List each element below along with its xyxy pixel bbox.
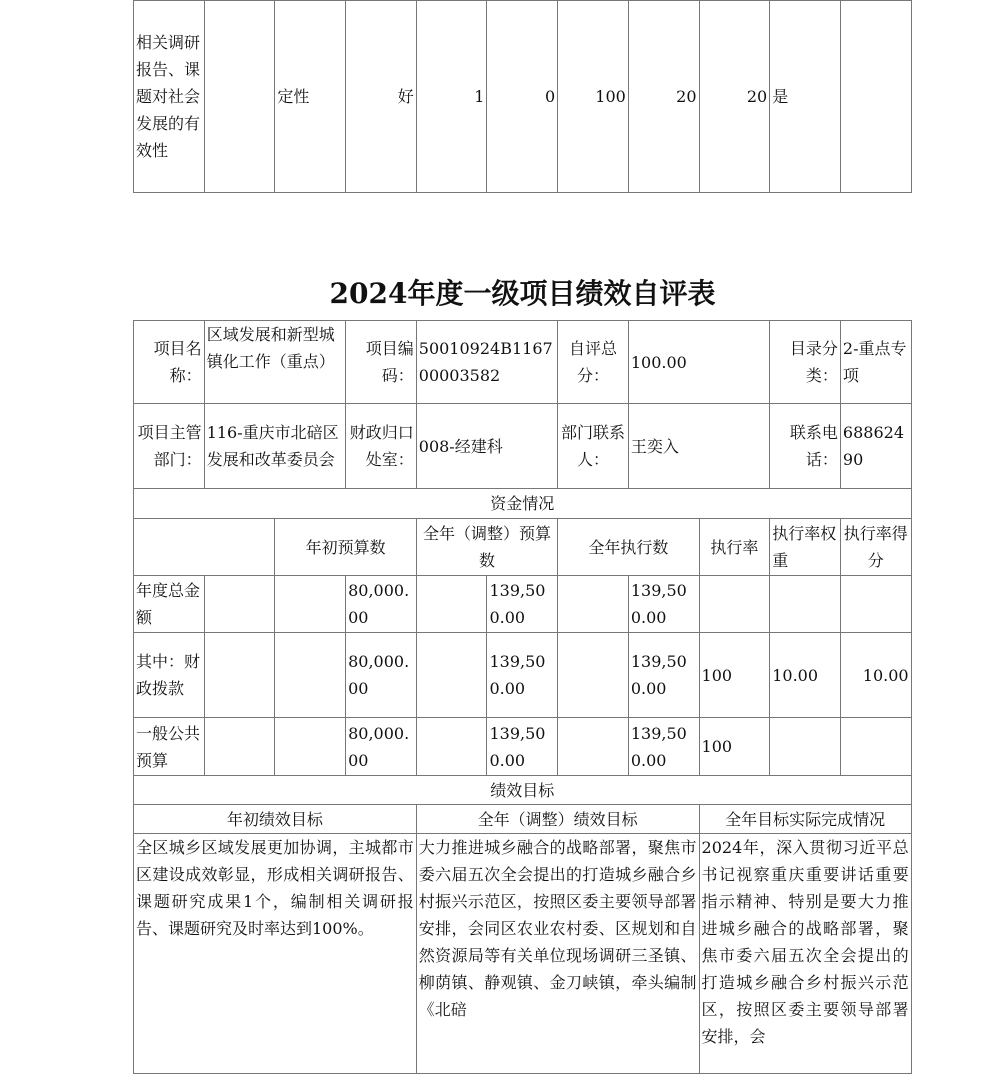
empty-cell xyxy=(204,1,275,193)
header-adjusted-goal: 全年（调整）绩效目标 xyxy=(416,805,699,834)
weight xyxy=(770,576,841,633)
fund-row-label: 其中：财政拨款 xyxy=(134,633,205,718)
empty-cell xyxy=(275,718,346,776)
empty-cell xyxy=(416,633,487,718)
phone-label: 联系电话： xyxy=(770,404,841,489)
name-label: 项目名称： xyxy=(134,321,205,404)
fund-row-label: 一般公共预算 xyxy=(134,718,205,776)
adjusted-budget: 139,500.00 xyxy=(487,718,558,776)
fund-row xyxy=(134,576,912,633)
score xyxy=(840,718,911,776)
dept-label: 项目主管部门： xyxy=(134,404,205,489)
office-label: 财政归口处室： xyxy=(346,404,417,489)
rate: 100 xyxy=(699,633,770,718)
score: 10.00 xyxy=(840,633,911,718)
empty-cell xyxy=(558,576,629,633)
indicator-value-3: 100 xyxy=(558,1,629,193)
rate: 100 xyxy=(699,718,770,776)
indicator-row xyxy=(134,1,912,193)
category: 2-重点专项 xyxy=(840,321,911,404)
fund-row xyxy=(134,718,912,776)
header-weight: 执行率权重 xyxy=(770,519,841,576)
office: 008-经建科 xyxy=(416,404,557,489)
header-adjusted-budget: 全年（调整）预算数 xyxy=(416,519,557,576)
goals-section-header: 绩效目标 xyxy=(134,776,912,805)
empty-cell xyxy=(204,718,275,776)
header-rate: 执行率 xyxy=(699,519,770,576)
fund-row-label: 年度总金额 xyxy=(134,576,205,633)
score-label: 自评总分： xyxy=(558,321,629,404)
category-label: 目录分类： xyxy=(770,321,841,404)
indicator-type: 定性 xyxy=(275,1,346,193)
initial-budget: 80,000.00 xyxy=(346,633,417,718)
score xyxy=(840,576,911,633)
empty-cell xyxy=(275,633,346,718)
contact: 王奕入 xyxy=(628,404,769,489)
adjusted-goal-text: 大力推进城乡融合的战略部署，聚焦市委六届五次全会提出的打造城乡融合乡村振兴示范区，按照区委主要领导部署安排，会同区农业农村委、区规划和自然资源局等有关单位现场调研三圣镇、柳荫镇、静观镇、金刀峡镇，牵头编制《北碚 xyxy=(416,834,699,1074)
initial-goal-text: 全区城乡区域发展更加协调，主城都市区建设成效彰显，形成相关调研报告、课题研究成果1个，编制相关调研报告、课题研究及时率达到100%。 xyxy=(134,834,417,1074)
funds-section-header: 资金情况 xyxy=(134,489,912,519)
project-code: 50010924B116700003582 xyxy=(416,321,557,404)
empty-cell xyxy=(204,633,275,718)
header-actual-completion: 全年目标实际完成情况 xyxy=(699,805,911,834)
empty-cell xyxy=(840,1,911,193)
executed: 139,500.00 xyxy=(628,718,699,776)
weight xyxy=(770,718,841,776)
header-executed: 全年执行数 xyxy=(558,519,699,576)
prev-indicator-table xyxy=(133,0,912,193)
header-initial-goal: 年初绩效目标 xyxy=(134,805,417,834)
empty-cell xyxy=(134,519,275,576)
initial-budget: 80,000.00 xyxy=(346,718,417,776)
indicator-name: 相关调研报告、课题对社会发展的有效性 xyxy=(134,1,205,193)
empty-cell xyxy=(416,576,487,633)
page-title: 2024年度一级项目绩效自评表 xyxy=(329,277,716,310)
initial-budget: 80,000.00 xyxy=(346,576,417,633)
empty-cell xyxy=(558,633,629,718)
code-label: 项目编码： xyxy=(346,321,417,404)
empty-cell xyxy=(416,718,487,776)
phone: 68862490 xyxy=(840,404,911,489)
actual-completion-text: 2024年，深入贯彻习近平总书记视察重庆重要讲话重要指示精神、特别是要大力推进城乡融合的战略部署，聚焦市委六届五次全会提出的打造城乡融合乡村振兴示范区，按照区委主要领导部署安排，会 xyxy=(699,834,911,1074)
indicator-flag: 是 xyxy=(770,1,841,193)
rate xyxy=(699,576,770,633)
project-name: 区域发展和新型城镇化工作（重点） xyxy=(204,321,345,404)
indicator-weight: 20 xyxy=(628,1,699,193)
weight: 10.00 xyxy=(770,633,841,718)
empty-cell xyxy=(558,718,629,776)
total-score: 100.00 xyxy=(628,321,769,404)
department: 116-重庆市北碚区发展和改革委员会 xyxy=(204,404,345,489)
empty-cell xyxy=(275,576,346,633)
adjusted-budget: 139,500.00 xyxy=(487,576,558,633)
executed: 139,500.00 xyxy=(628,633,699,718)
indicator-value-2: 0 xyxy=(487,1,558,193)
empty-cell xyxy=(204,576,275,633)
indicator-score: 20 xyxy=(699,1,770,193)
evaluation-table xyxy=(133,320,912,1074)
executed: 139,500.00 xyxy=(628,576,699,633)
header-initial-budget: 年初预算数 xyxy=(275,519,416,576)
adjusted-budget: 139,500.00 xyxy=(487,633,558,718)
indicator-value-1: 1 xyxy=(416,1,487,193)
indicator-target: 好 xyxy=(346,1,417,193)
header-score: 执行率得分 xyxy=(840,519,911,576)
contact-label: 部门联系人： xyxy=(558,404,629,489)
fund-row xyxy=(134,633,912,718)
